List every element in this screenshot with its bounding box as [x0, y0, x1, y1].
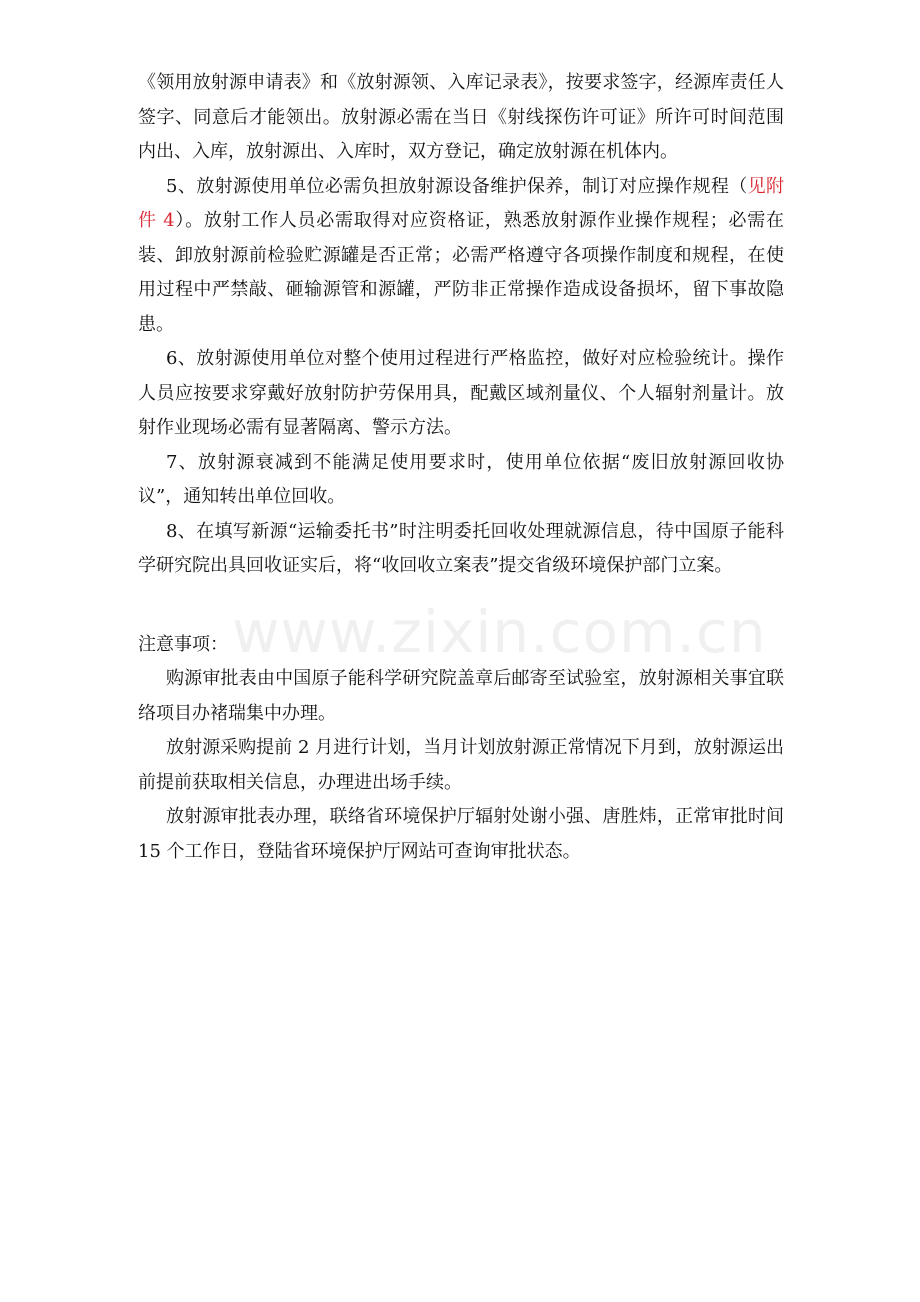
attachment-reference-link: 见附件 4	[138, 175, 785, 231]
note-item-1: 购源审批表由中国原子能科学研究院盖章后邮寄至试验室，放射源相关事宜联络项目办褚瑞集中办理。	[138, 668, 784, 724]
paragraph-item-5-text-a: 5、放射源使用单位必需负担放射源设备维护保养，制订对应操作规程（	[166, 175, 748, 197]
section-spacer	[138, 584, 784, 628]
paragraph-item-8: 8、在填写新源“运输委托书”时注明委托回收处理就源信息，待中国原子能科学研究院出具回收证实后，将“收回收立案表”提交省级环境保护部门立案。	[138, 520, 784, 576]
paragraph-item-5-text-b: ）。放射工作人员必需取得对应资格证，熟悉放射源作业操作规程；必需在装、卸放射源前检验贮源罐是否正常；必需严格遵守各项操作制度和规程，在使用过程中严禁敲、砸输源管和源罐，严防非正常操作造成设备损坏，留下事故隐患。	[138, 210, 784, 335]
paragraph-item-6: 6、放射源使用单位对整个使用过程进行严格监控，做好对应检验统计。操作人员应按要求穿戴好放射防护劳保用具，配戴区域剂量仪、个人辐射剂量计。放射作业现场必需有显著隔离、警示方法。	[138, 348, 784, 438]
paragraph-continuation: 《领用放射源申请表》和《放射源领、入库记录表》，按要求签字，经源库责任人签字、同意后才能领出。放射源必需在当日《射线探伤许可证》所许可时间范围内出、入库，放射源出、入库时，双方登记，确定放射源在机体内。	[138, 72, 784, 162]
paragraph-item-7: 7、放射源衰减到不能满足使用要求时，使用单位依据“废旧放射源回收协议”，通知转出单位回收。	[138, 451, 784, 507]
notes-heading: 注意事项：	[138, 633, 228, 655]
note-item-3: 放射源审批表办理，联络省环境保护厅辐射处谢小强、唐胜炜，正常审批时间 15 个工作日，登陆省环境保护厅网站可查询审批状态。	[138, 806, 784, 862]
document-page	[138, 66, 784, 869]
paragraph-item-5	[138, 170, 784, 343]
note-item-2: 放射源采购提前 2 月进行计划，当月计划放射源正常情况下月到，放射源运出前提前获取相关信息，办理进出场手续。	[138, 737, 784, 793]
watermark-text: www.zixin.com.cn	[232, 598, 767, 666]
